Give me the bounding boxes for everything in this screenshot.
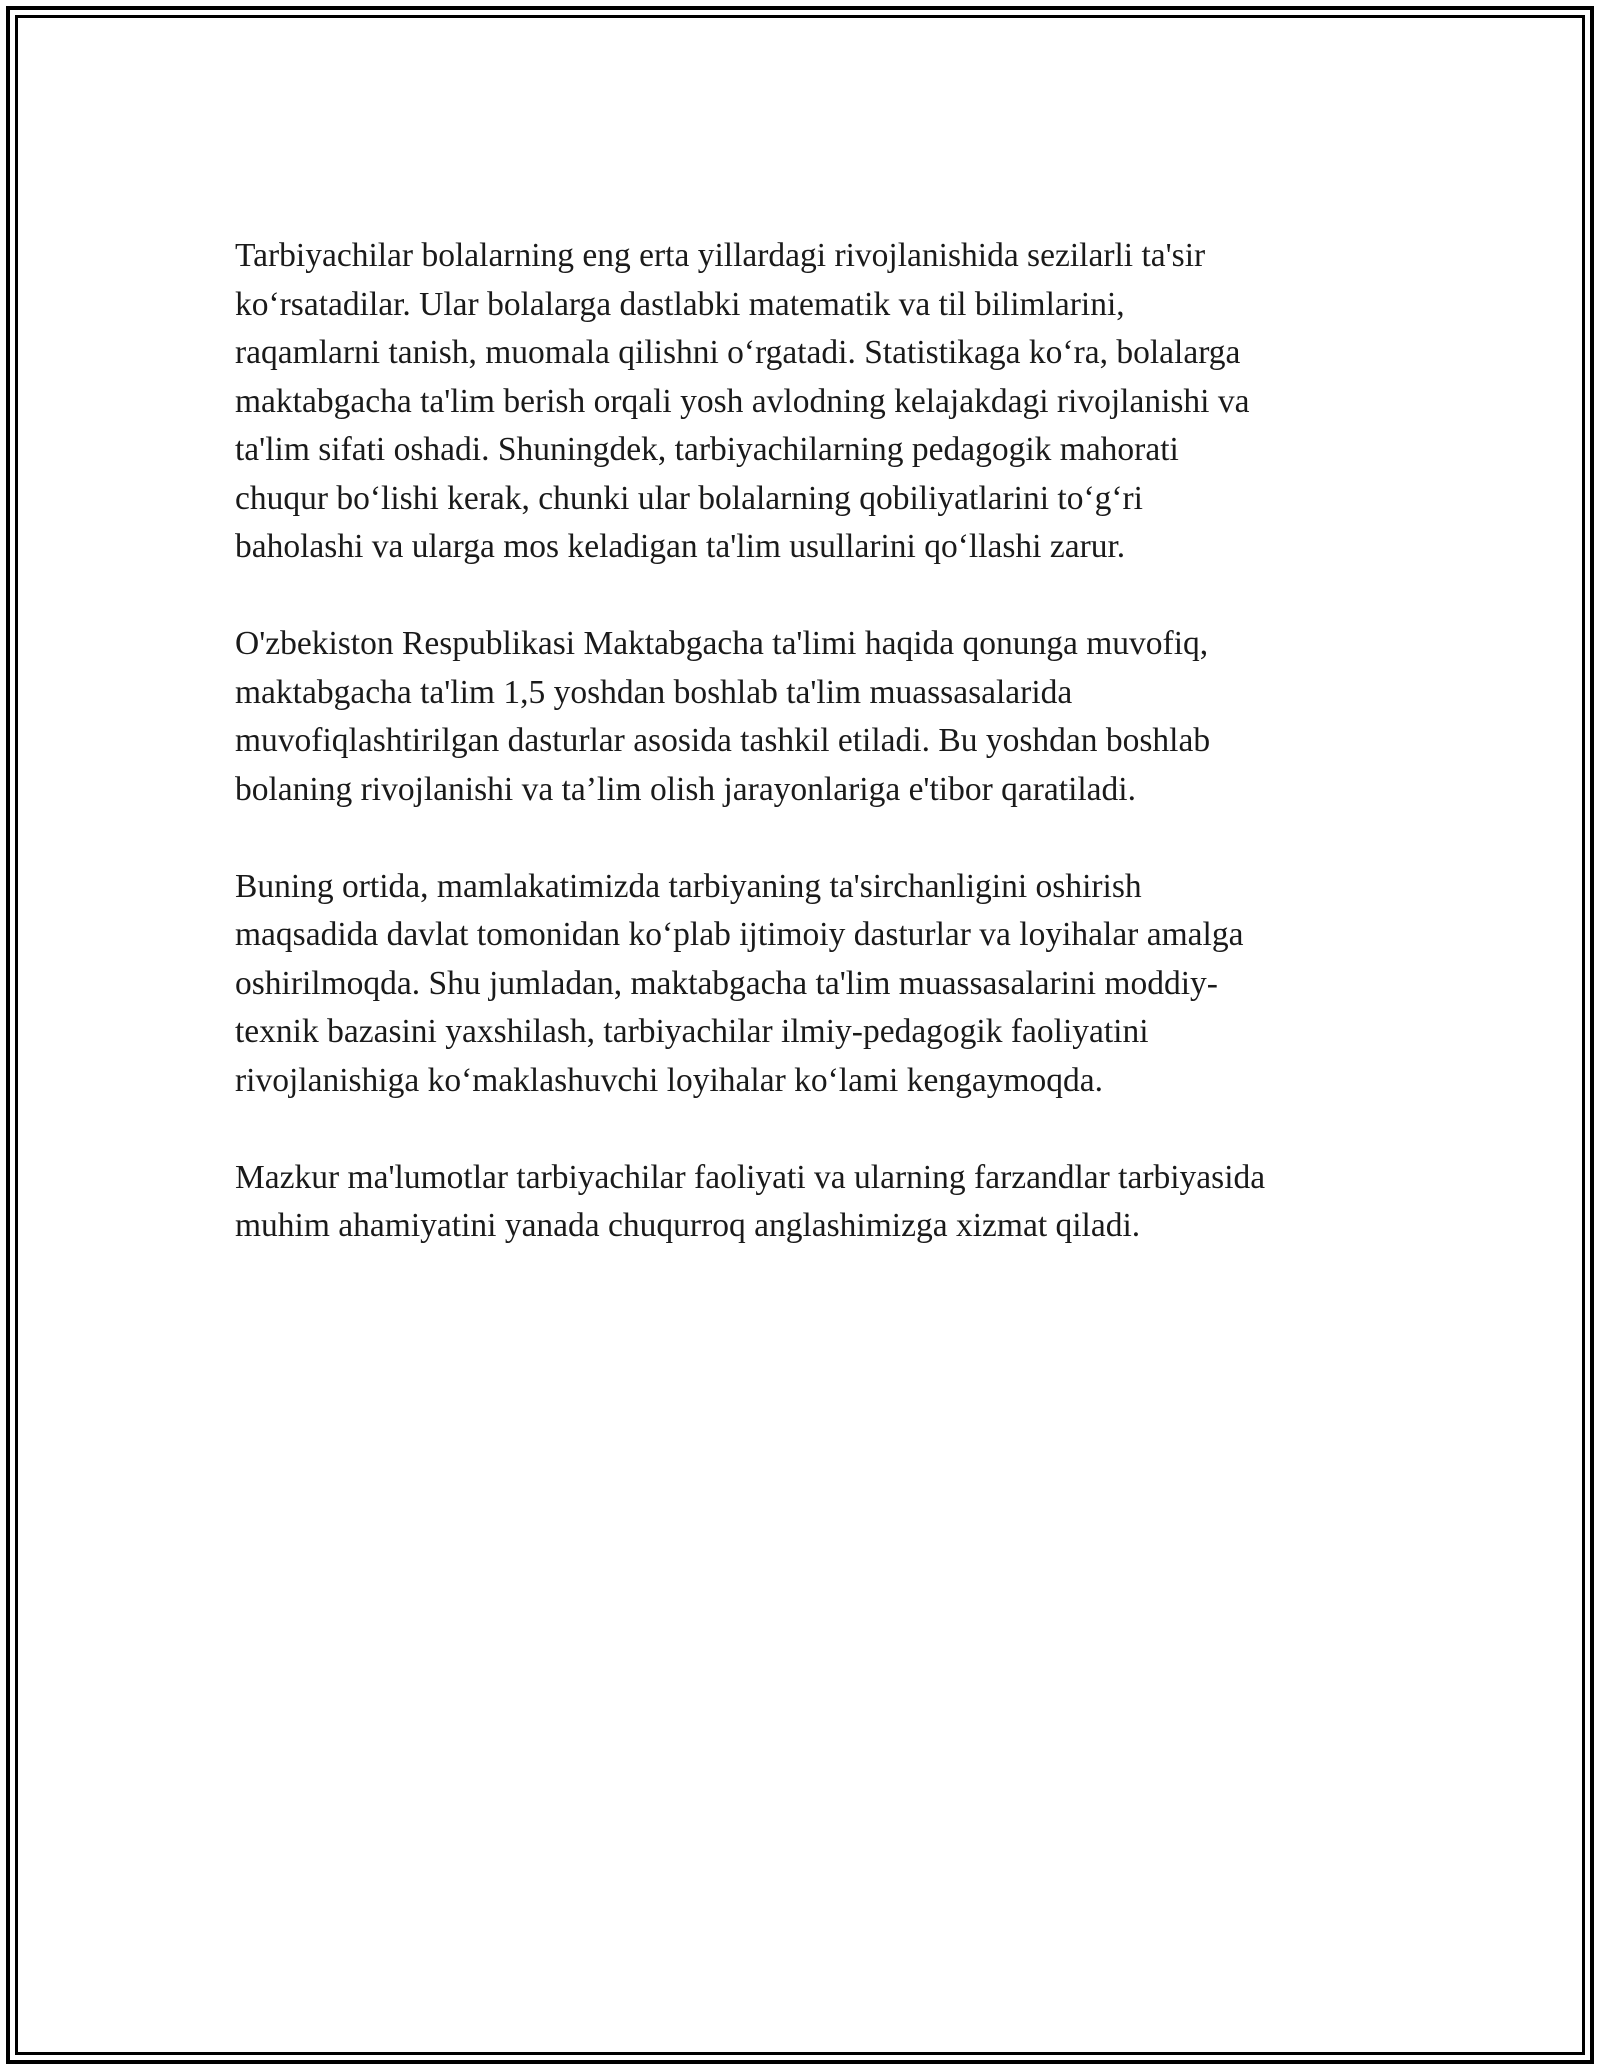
text-line: O'zbekiston Respublikasi Maktabgacha ta'limi haqida qonunga muvofiq, (235, 625, 1209, 662)
text-line: muvofiqlashtirilgan dasturlar asosida tashkil etiladi. Bu yoshdan boshlab (235, 722, 1211, 759)
paragraph-3 (235, 863, 1385, 1106)
paragraph-4 (235, 1154, 1385, 1251)
text-line: muhim ahamiyatini yanada chuqurroq anglashimizga xizmat qiladi. (235, 1207, 1141, 1244)
text-line: maktabgacha ta'lim berish orqali yosh avlodning kelajakdagi rivojlanishi va (235, 382, 1250, 420)
text-line: chuqur bo‘lishi kerak, chunki ular bolalarning qobiliyatlarini to‘g‘ri (235, 479, 1143, 517)
text-line: oshirilmoqda. Shu jumladan, maktabgacha ta'lim muassasalarini moddiy- (235, 964, 1218, 1002)
text-line: ta'lim sifati oshadi. Shuningdek, tarbiyachilarning pedagogik mahorati (235, 431, 1179, 468)
text-line: ko‘rsatadilar. Ular bolalarga dastlabki matematik va til bilimlarini, (235, 285, 1125, 323)
text-line: Tarbiyachilar bolalarning eng erta yillardagi rivojlanishida sezilarli ta'sir (235, 237, 1206, 274)
text-line: maktabgacha ta'lim 1,5 yoshdan boshlab ta'lim muassasalarida (235, 673, 1073, 711)
paragraph-1 (235, 232, 1385, 572)
text-line: Buning ortida, mamlakatimizda tarbiyaning ta'sirchanligini oshirish (235, 867, 1142, 905)
text-line: raqamlarni tanish, muomala qilishni o‘rgatadi. Statistikaga ko‘ra, bolalarga (235, 334, 1241, 371)
document-body (235, 232, 1385, 1299)
text-line: bolaning rivojlanishi va ta’lim olish jarayonlariga e'tibor qaratiladi. (235, 770, 1136, 808)
text-line: baholashi va ularga mos keladigan ta'lim usullarini qo‘llashi zarur. (235, 528, 1126, 565)
text-line: rivojlanishiga ko‘maklashuvchi loyihalar ko‘lami kengaymoqda. (235, 1061, 1103, 1099)
text-line: maqsadida davlat tomonidan ko‘plab ijtimoiy dasturlar va loyihalar amalga (235, 916, 1244, 953)
text-line: Mazkur ma'lumotlar tarbiyachilar faoliyati va ularning farzandlar tarbiyasida (235, 1158, 1266, 1196)
text-line: texnik bazasini yaxshilash, tarbiyachilar ilmiy-pedagogik faoliyatini (235, 1013, 1149, 1050)
paragraph-2 (235, 620, 1385, 814)
